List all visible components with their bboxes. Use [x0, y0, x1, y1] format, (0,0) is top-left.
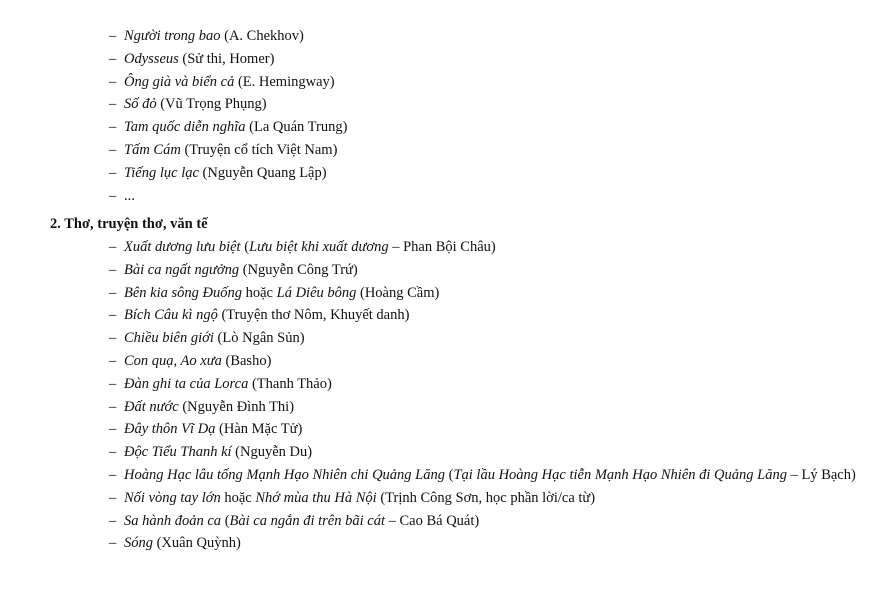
list-dash: – — [109, 512, 117, 529]
work-author: (Thanh Thảo) — [248, 375, 332, 392]
work-title: Xuất dương lưu biệt — [124, 239, 241, 255]
work-title: Ông già và biển cả — [124, 73, 235, 90]
work-title: Số đỏ — [124, 96, 157, 113]
list-dash: – — [109, 375, 117, 392]
list-dash: – — [109, 239, 117, 255]
list-dash: – — [109, 141, 117, 158]
list-item — [0, 93, 875, 116]
work-title: Tấm Cám — [124, 141, 181, 158]
list-item-text — [124, 464, 865, 487]
ellipsis: ... — [124, 187, 135, 204]
section-heading: 2. Thơ, truyện thơ, văn tế — [50, 216, 208, 232]
work-author: – Cao Bá Quát) — [384, 512, 480, 529]
work-title: Sa hành đoản ca — [124, 512, 222, 529]
work-author: (Nguyễn Đình Thi) — [178, 398, 295, 415]
list-dash: – — [109, 164, 117, 181]
work-author: (Hàn Mặc Tử) — [215, 421, 303, 438]
work-title-alt: Lá Diêu bông — [276, 284, 357, 301]
list-dash: – — [109, 307, 117, 324]
work-title: Con quạ, Ao xưa — [124, 352, 222, 369]
list-item — [0, 487, 875, 510]
list-dash: – — [109, 96, 117, 113]
list-dash: – — [109, 330, 117, 347]
list-dash: – — [109, 50, 117, 67]
list-item — [0, 162, 875, 185]
list-item — [0, 259, 875, 282]
work-author: (Xuân Quỳnh) — [153, 535, 241, 552]
work-title-alt: Nhớ mùa thu Hà Nội — [255, 489, 377, 506]
work-author: – Phan Bội Châu) — [388, 239, 496, 255]
work-title: Hoàng Hạc lâu tống Mạnh Hạo Nhiên chi Quảng Lăng — [124, 466, 445, 483]
list-item — [0, 350, 875, 373]
text-segment: ( — [240, 239, 250, 255]
list-dash: – — [109, 284, 117, 301]
work-title: Sóng — [124, 535, 153, 552]
text-segment: hoặc — [220, 489, 256, 506]
list-item — [0, 532, 875, 555]
list-item — [0, 185, 875, 208]
work-author: – Lý Bạch) — [786, 466, 856, 483]
work-title: Bài ca ngất ngưởng — [124, 261, 240, 278]
work-author: (Truyện thơ Nôm, Khuyết danh) — [217, 307, 410, 324]
list-item — [0, 418, 875, 441]
list-dash: – — [109, 444, 117, 461]
list-item — [0, 116, 875, 139]
list-item — [0, 441, 875, 464]
text-segment: ( — [445, 466, 454, 483]
list-dash: – — [109, 28, 117, 44]
list-item — [0, 282, 875, 305]
work-title-translation: Tại lầu Hoàng Hạc tiễn Mạnh Hạo Nhiên đi Quảng Lăng — [453, 466, 787, 483]
work-author: (Sử thi, Homer) — [178, 50, 275, 67]
work-author: (Vũ Trọng Phụng) — [156, 96, 267, 113]
prose-works-list — [0, 25, 875, 207]
list-dash: – — [109, 421, 117, 438]
list-item — [0, 236, 875, 259]
work-title: Độc Tiểu Thanh kí — [124, 444, 232, 461]
work-author: (E. Hemingway) — [234, 73, 335, 90]
work-title: Chiều biên giới — [124, 330, 214, 347]
text-segment: ( — [221, 512, 230, 529]
list-item — [0, 48, 875, 71]
poetry-works-list — [0, 236, 875, 555]
work-title: Người trong bao — [124, 28, 221, 44]
work-title: Đàn ghi ta của Lorca — [124, 375, 249, 392]
work-title: Bích Câu kì ngộ — [124, 307, 218, 324]
list-dash: – — [109, 119, 117, 136]
work-title-translation: Lưu biệt khi xuất dương — [249, 239, 389, 255]
list-item — [0, 304, 875, 327]
list-dash: – — [109, 398, 117, 415]
list-item — [0, 25, 875, 48]
work-author: (Hoàng Cầm) — [356, 284, 440, 301]
work-author: (Nguyễn Du) — [231, 444, 313, 461]
list-item — [0, 71, 875, 94]
list-item — [0, 327, 875, 350]
work-title: Odysseus — [124, 50, 179, 67]
list-dash: – — [109, 261, 117, 278]
text-segment: hoặc — [242, 284, 277, 301]
work-author: (La Quán Trung) — [245, 119, 348, 136]
work-author: (Truyện cổ tích Việt Nam) — [180, 141, 338, 158]
list-dash: – — [109, 187, 117, 204]
list-item — [0, 510, 875, 533]
list-dash: – — [109, 535, 117, 552]
work-author: (Nguyễn Quang Lập) — [198, 164, 327, 181]
list-item — [0, 373, 875, 396]
work-title: Tam quốc diễn nghĩa — [124, 119, 246, 136]
list-dash: – — [109, 73, 117, 90]
list-item — [0, 396, 875, 419]
work-author: (Trịnh Công Sơn, học phần lời/ca từ) — [376, 489, 596, 506]
work-author: (A. Chekhov) — [220, 28, 304, 44]
work-author: (Lò Ngân Sủn) — [213, 330, 305, 347]
work-title: Đất nước — [124, 398, 179, 415]
list-item — [0, 139, 875, 162]
work-author: (Nguyễn Công Trứ) — [239, 261, 358, 278]
work-author: (Basho) — [221, 352, 272, 369]
work-title-translation: Bài ca ngắn đi trên bãi cát — [229, 512, 385, 529]
work-title: Nối vòng tay lớn — [124, 489, 221, 506]
list-dash: – — [109, 352, 117, 369]
list-dash: – — [109, 489, 117, 506]
list-dash: – — [109, 466, 117, 483]
list-item — [0, 464, 875, 487]
work-title: Tiếng lục lạc — [124, 164, 199, 181]
work-title: Bên kia sông Đuống — [124, 284, 242, 301]
work-title: Đây thôn Vĩ Dạ — [124, 421, 216, 438]
